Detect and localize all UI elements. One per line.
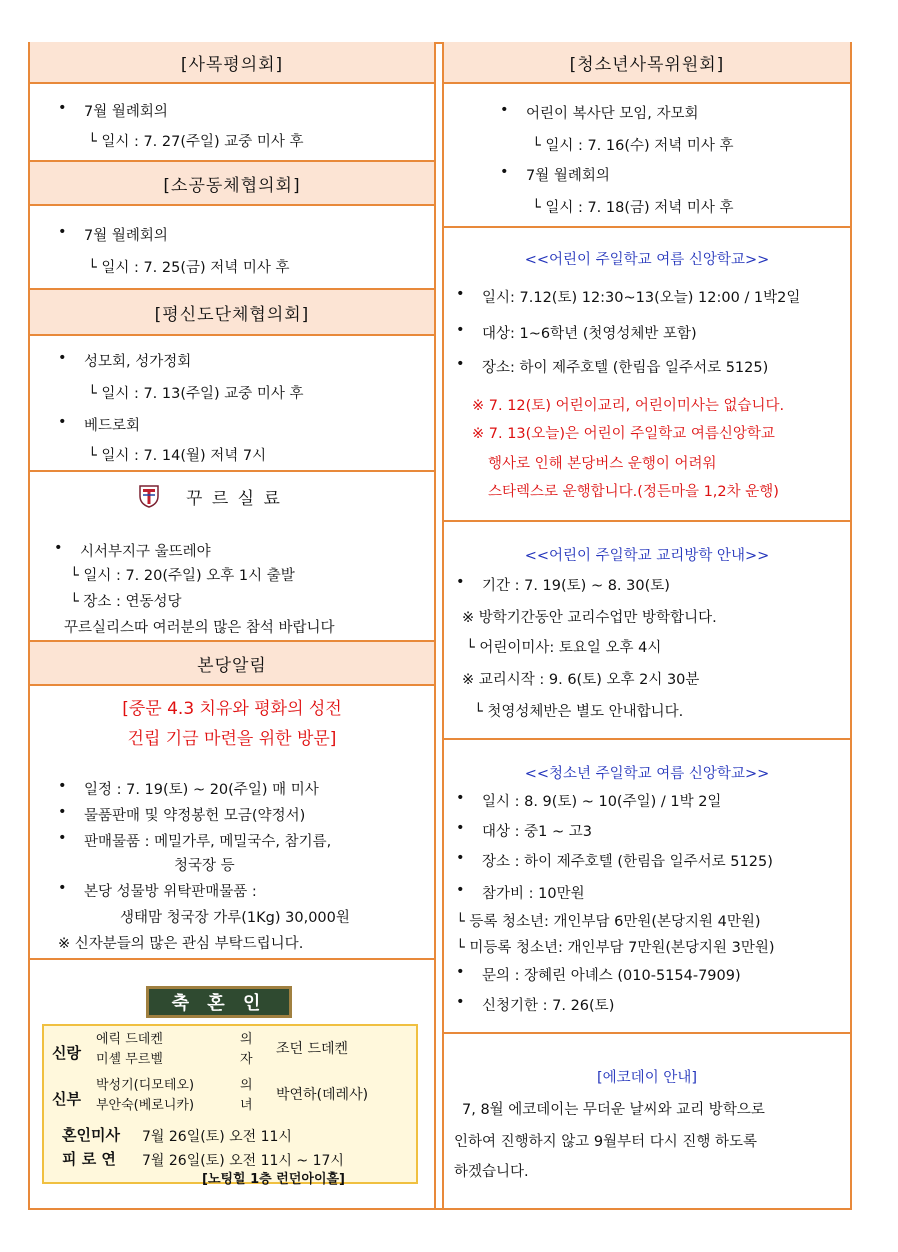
groom-label: 신랑: [52, 1044, 81, 1062]
party-label: 피 로 연: [62, 1150, 116, 1168]
youth-header: [444, 42, 850, 84]
child-camp-note-2b: 행사로 인해 본당버스 운행이 어려워: [488, 456, 717, 472]
party-time: 7월 26일(토) 오전 11시 ~ 17시: [142, 1153, 344, 1169]
cursillo-item: • 시서부지구 울뜨레야: [80, 540, 211, 561]
separator: [444, 520, 850, 522]
cursillo-item-date: └ 일시 : 7. 20(주일) 오후 1시 출발: [70, 568, 295, 584]
child-camp-note-2c: 스타렉스로 운행합니다.(정든마을 1,2차 운행): [488, 484, 779, 500]
ecodei-paragraph-3: 하겠습니다.: [454, 1164, 529, 1180]
child-break-note-2: └ 어린이미사: 토요일 오후 4시: [466, 640, 662, 656]
teen-camp-sub-1: └ 등록 청소년: 개인부담 6만원(본당지원 4만원): [456, 914, 761, 930]
teen-camp-title: <<청소년 주일학교 여름 신앙학교>>: [524, 766, 770, 782]
pyeong-item-2-sub: └ 일시 : 7. 14(월) 저녁 7시: [88, 448, 267, 464]
youth-item-1-sub: └ 일시 : 7. 16(수) 저녁 미사 후: [532, 138, 734, 154]
mass-label: 혼인미사: [62, 1126, 120, 1144]
teen-camp-bullet-2: • 대상 : 중1 ~ 고3: [482, 820, 592, 841]
bride-name: 박연하(데레사): [276, 1087, 369, 1103]
teen-camp-bullet-1: • 일시 : 8. 9(토) ~ 10(주일) / 1박 2일: [482, 790, 721, 811]
separator: [444, 1032, 850, 1034]
notice-title: 본당알림: [197, 655, 267, 676]
teen-camp-bullet-6: • 신청기한 : 7. 26(토): [482, 994, 614, 1015]
sogong-header: [30, 160, 434, 206]
samok-header: [30, 42, 434, 84]
samok-item: • 7월 월례회의: [84, 100, 168, 121]
cursillo-item-place: └ 장소 : 연동성당: [70, 594, 182, 610]
pyeong-item-1: • 성모회, 성가정회: [84, 350, 191, 371]
bride-mother: 부안숙(베로니카): [96, 1098, 195, 1113]
pyeong-item-1-sub: └ 일시 : 7. 13(주일) 교중 미사 후: [88, 386, 304, 402]
notice-note: ※ 신자분들의 많은 관심 부탁드립니다.: [58, 936, 304, 952]
separator: [30, 470, 434, 472]
ecodei-paragraph-1: 7, 8월 에코데이는 무더운 날씨와 교리 방학으로: [462, 1102, 765, 1118]
groom-rel-2: 자: [240, 1052, 253, 1067]
child-break-bullet-1: • 기간 : 7. 19(토) ~ 8. 30(토): [482, 574, 670, 595]
child-break-note-4: └ 첫영성체반은 별도 안내합니다.: [474, 704, 684, 720]
mass-time: 7월 26일(토) 오전 11시: [142, 1129, 292, 1145]
wedding-title: [146, 986, 292, 1018]
notice-bullet-3: • 판매물품 : 메밀가루, 메밀국수, 참기름,: [84, 830, 331, 851]
pyeong-header: [30, 288, 434, 336]
notice-headline-1: [중문 4.3 치유와 평화의 성전: [122, 699, 342, 719]
child-break-title: <<어린이 주일학교 교리방학 안내>>: [524, 548, 770, 564]
cursillo-emblem-icon: [138, 484, 160, 508]
right-column: [444, 44, 850, 1208]
bride-father: 박성기(디모테오): [96, 1078, 195, 1093]
wedding-box: [42, 1024, 418, 1187]
child-break-note-3: ※ 교리시작 : 9. 6(토) 오후 2시 30분: [462, 672, 700, 688]
notice-bullet-2: • 물품판매 및 약정봉헌 모금(약정서): [84, 804, 305, 825]
teen-camp-bullet-4: • 참가비 : 10만원: [482, 882, 585, 903]
bride-label: 신부: [52, 1090, 81, 1108]
youth-item-2: • 7월 월례회의: [526, 164, 610, 185]
notice-bullet-4: • 본당 성물방 위탁판매물품 :: [84, 880, 257, 901]
sogong-item: • 7월 월례회의: [84, 224, 168, 245]
samok-item-sub: └ 일시 : 7. 27(주일) 교중 미사 후: [88, 134, 304, 150]
ecodei-title: [에코데이 안내]: [597, 1070, 697, 1086]
teen-camp-bullet-5: • 문의 : 장혜린 아녜스 (010-5154-7909): [482, 964, 741, 985]
youth-item-1: • 어린이 복사단 모임, 자모회: [526, 102, 699, 123]
separator: [30, 958, 434, 960]
notice-headline-2: 건립 기금 마련을 위한 방문]: [127, 729, 337, 749]
separator: [444, 226, 850, 228]
sogong-title: [소공동체협의회]: [163, 175, 301, 196]
child-camp-note-2a: ※ 7. 13(오늘)은 어린이 주일학교 여름신앙학교: [472, 426, 775, 442]
bride-rel-2: 녀: [240, 1098, 253, 1113]
child-break-note-1: ※ 방학기간동안 교리수업만 방학합니다.: [462, 610, 717, 626]
child-camp-note-1: ※ 7. 12(토) 어린이교리, 어린이미사는 없습니다.: [472, 398, 785, 414]
venue: [노팅힐 1층 런던아이홀]: [202, 1172, 346, 1187]
child-camp-title: <<어린이 주일학교 여름 신앙학교>>: [524, 252, 770, 268]
left-column: [30, 44, 434, 1208]
cursillo-note: 꾸르실리스따 여러분의 많은 참석 바랍니다: [64, 620, 335, 636]
groom-name: 조던 드데켄: [276, 1041, 349, 1057]
column-divider: [434, 44, 444, 1208]
youth-item-2-sub: └ 일시 : 7. 18(금) 저녁 미사 후: [532, 200, 734, 216]
notice-header: [30, 640, 434, 686]
groom-rel-1: 의: [240, 1032, 253, 1047]
child-camp-bullet-1: • 일시: 7.12(토) 12:30~13(오늘) 12:00 / 1박2일: [482, 286, 800, 307]
bulletin-frame: [28, 42, 852, 1210]
separator: [444, 738, 850, 740]
notice-bullet-4-cont: 생태맘 청국장 가루(1Kg) 30,000원: [120, 910, 350, 926]
ecodei-paragraph-2: 인하여 진행하지 않고 9월부터 다시 진행 하도록: [454, 1134, 758, 1150]
sogong-item-sub: └ 일시 : 7. 25(금) 저녁 미사 후: [88, 260, 290, 276]
pyeong-title: [평신도단체협의회]: [154, 304, 310, 325]
child-camp-bullet-3: • 장소: 하이 제주호텔 (한림읍 일주서로 5125): [482, 356, 768, 377]
youth-title: [청소년사목위원회]: [569, 54, 725, 75]
samok-title: [사목평의회]: [180, 54, 284, 75]
teen-camp-sub-2: └ 미등록 청소년: 개인부담 7만원(본당지원 3만원): [456, 940, 775, 956]
pyeong-item-2: • 베드로회: [84, 414, 140, 435]
child-camp-bullet-2: • 대상: 1~6학년 (첫영성체반 포함): [482, 322, 697, 343]
bride-rel-1: 의: [240, 1078, 253, 1093]
groom-mother: 미셸 무르벨: [96, 1052, 163, 1067]
cursillo-title: 꾸 르 실 료: [186, 489, 282, 509]
wedding-title-text: 축 혼 인: [171, 993, 267, 1014]
groom-father: 에릭 드데켄: [96, 1032, 163, 1047]
teen-camp-bullet-3: • 장소 : 하이 제주호텔 (한림읍 일주서로 5125): [482, 850, 773, 871]
notice-bullet-3-cont: 청국장 등: [174, 858, 235, 874]
notice-bullet-1: • 일정 : 7. 19(토) ~ 20(주일) 매 미사: [84, 778, 319, 799]
